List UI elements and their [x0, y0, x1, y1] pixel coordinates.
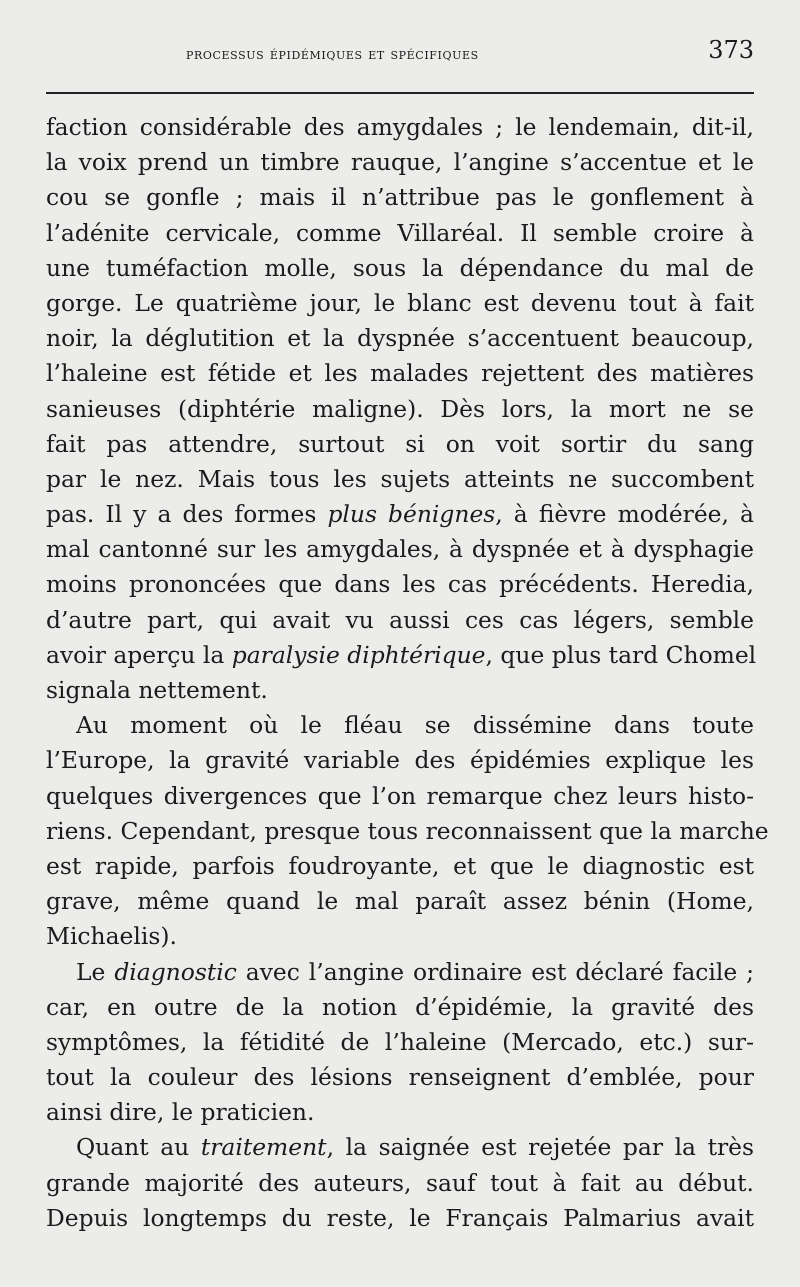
header-rule: [46, 92, 754, 94]
italic-term: paralysie diphtérique: [231, 640, 486, 669]
text-line: cou se gonfle ; mais il n’attribue pas le gonflement à: [46, 183, 754, 212]
text-line: grande majorité des auteurs, sauf tout à fait au début.: [46, 1168, 754, 1197]
text-line: car, en outre de la notion d’épidémie, la gravité des: [46, 992, 754, 1021]
text-line: pas. Il y a des formes plus bénignes, à fièvre modérée, à: [46, 500, 754, 529]
text-line: faction considérable des amygdales ; le lendemain, dit-il,: [46, 113, 754, 141]
text-line: quelques divergences que l’on remarque chez leurs histo-: [46, 781, 754, 810]
text-line: gorge. Le quatrième jour, le blanc est devenu tout à fait: [46, 288, 754, 317]
running-head: [46, 36, 754, 76]
text-line: une tuméfaction molle, sous la dépendance du mal de: [46, 253, 754, 282]
text-line: Depuis longtemps du reste, le Français Palmarius avait: [46, 1203, 754, 1232]
text-line: Michaelis).: [46, 922, 177, 951]
text-line: par le nez. Mais tous les sujets atteints ne succombent: [46, 464, 754, 493]
page-number: 373: [708, 36, 754, 64]
text-line: tout la couleur des lésions renseignent d’emblée, pour: [46, 1063, 754, 1092]
text-line: fait pas attendre, surtout si on voit sortir du sang: [46, 429, 754, 458]
text-line: la voix prend un timbre rauque, l’angine s’accentue et le: [46, 148, 754, 177]
text-line: symptômes, la fétidité de l’haleine (Mercado, etc.) sur-: [46, 1027, 754, 1056]
text-line: l’Europe, la gravité variable des épidémies explique les: [46, 746, 754, 775]
text-line: avoir aperçu la paralysie diphtérique, que plus tard Chomel: [46, 640, 757, 669]
text-line: Au moment où le fléau se dissémine dans toute: [76, 711, 754, 740]
italic-term: traitement: [200, 1133, 327, 1162]
text-line: mal cantonné sur les amygdales, à dyspnée et à dysphagie: [46, 535, 754, 564]
italic-term: plus bénignes: [327, 500, 496, 529]
text-line: Quant au traitement, la saignée est rejetée par la très: [76, 1133, 754, 1162]
italic-term: diagnostic: [114, 957, 237, 986]
text-line: est rapide, parfois foudroyante, et que le diagnostic est: [46, 851, 754, 880]
text-line: d’autre part, qui avait vu aussi ces cas légers, semble: [46, 605, 754, 634]
text-line: riens. Cependant, presque tous reconnaissent que la marche: [46, 816, 769, 845]
text-line: ainsi dire, le praticien.: [46, 1098, 315, 1127]
text-line: grave, même quand le mal paraît assez bénin (Home,: [46, 887, 754, 916]
text-line: l’haleine est fétide et les malades rejettent des matières: [46, 359, 754, 388]
text-line: sanieuses (diphtérie maligne). Dès lors, la mort ne se: [46, 394, 754, 423]
text-line: moins prononcées que dans les cas précédents. Heredia,: [46, 570, 754, 599]
text-line: Le diagnostic avec l’angine ordinaire est déclaré facile ;: [76, 957, 754, 986]
running-title: processus épidémiques et spécifiques: [186, 44, 479, 63]
text-line: signala nettement.: [46, 676, 268, 704]
text-line: noir, la déglutition et la dyspnée s’accentuent beaucoup,: [46, 324, 754, 353]
text-line: l’adénite cervicale, comme Villaréal. Il semble croire à: [46, 218, 754, 247]
body-text: [46, 110, 769, 1236]
